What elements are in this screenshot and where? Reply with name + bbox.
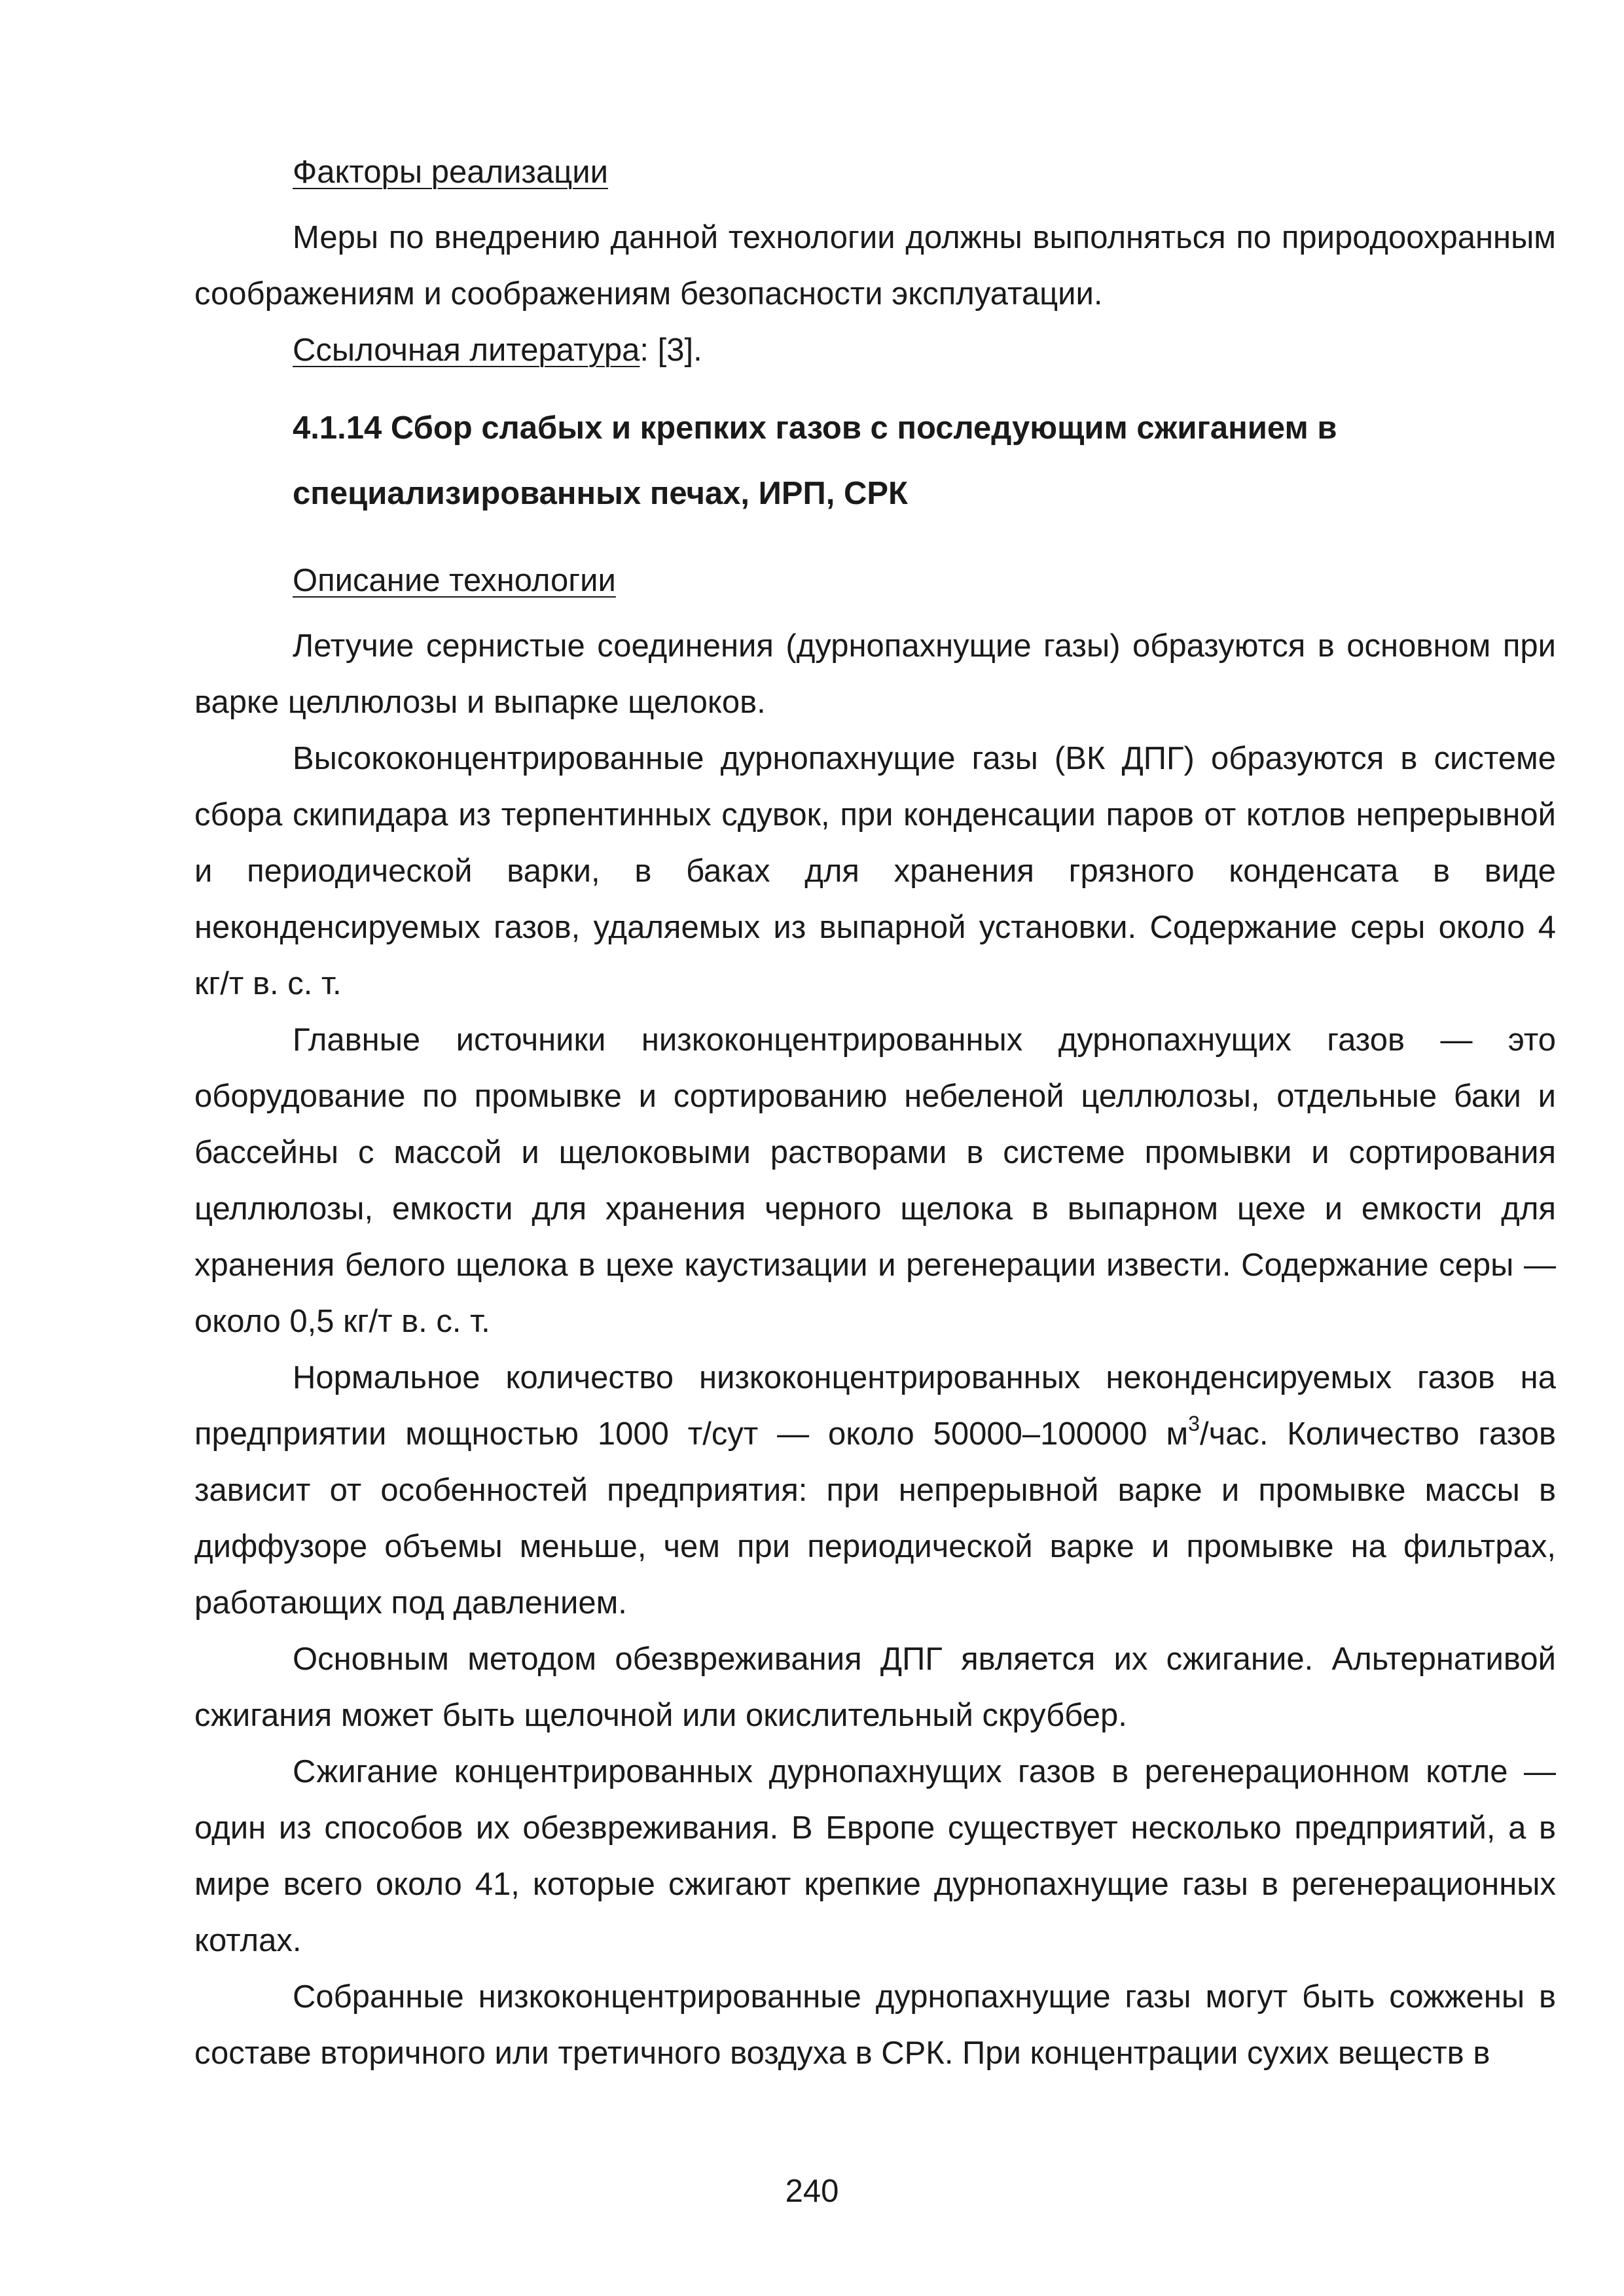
paragraph-6: Сжигание концентрированных дурнопахнущих газов в регенерационном котле — один из способов их обезвреживания. В Европе существует несколько предприятий, а в мире всего около 41, которые сжигают крепкие дурнопахнущие газы в регенерационных котлах. [194,1754,1556,1958]
paragraph-4-superscript: 3 [1188,1411,1200,1435]
section-heading-line-2: специализированных печах, ИРП, СРК [293,476,908,511]
paragraph-5: Основным методом обезвреживания ДПГ является их сжигание. Альтернативой сжигания может быть щелочной или окислительный скруббер. [194,1641,1556,1733]
paragraph-7: Собранные низкоконцентрированные дурнопахнущие газы могут быть сожжены в составе вторичного или третичного воздуха в СРК. При концентрации сухих веществ в [194,1979,1556,2071]
factors-paragraph: Меры по внедрению данной технологии должны выполняться по природоохранным соображениям и соображениям безопасности эксплуатации. [194,220,1556,312]
page-number: 240 [785,2174,839,2209]
paragraph-4-part-2: /час. Количество газов зависит от особенностей предприятия: при непрерывной варке и промывке массы в диффузоре объемы меньше, чем при периодической варке и промывке на фильтрах, работающих под давлением. [194,1416,1556,1621]
description-title: Описание технологии [293,563,616,598]
reference-line [194,322,1556,378]
reference-label: Ссылочная литература [293,332,640,368]
section-heading-line-1: 4.1.14 Сбор слабых и крепких газов с последующим сжиганием в [293,410,1337,446]
paragraph-1: Летучие сернистые соединения (дурнопахнущие газы) образуются в основном при варке целлюлозы и выпарке щелоков. [194,628,1556,720]
reference-value: : [3]. [640,332,702,368]
paragraph-2: Высококонцентрированные дурнопахнущие газы (ВК ДПГ) образуются в системе сбора скипидара из терпентинных сдувок, при конденсации паров от котлов непрерывной и периодической варки, в баках для хранения грязного конденсата в виде неконденсируемых газов, удаляемых из выпарной установки. Содержание серы около 4 кг/т в. с. т. [194,741,1556,1001]
paragraph-4 [194,1350,1556,1631]
document-page [194,144,1556,2081]
paragraph-4-part-1: Нормальное количество низкоконцентрированных неконденсируемых газов на предприятии мощностью 1000 т/сут — около 50000–100000 м [194,1360,1556,1452]
factors-title: Факторы реализации [293,154,608,190]
paragraph-3: Главные источники низкоконцентрированных дурнопахнущих газов — это оборудование по промывке и сортированию небеленой целлюлозы, отдельные баки и бассейны с массой и щелоковыми растворами в системе промывки и сортирования целлюлозы, емкости для хранения черного щелока в выпарном цехе и емкости для хранения белого щелока в цехе каустизации и регенерации извести. Содержание серы — около 0,5 кг/т в. с. т. [194,1022,1556,1339]
